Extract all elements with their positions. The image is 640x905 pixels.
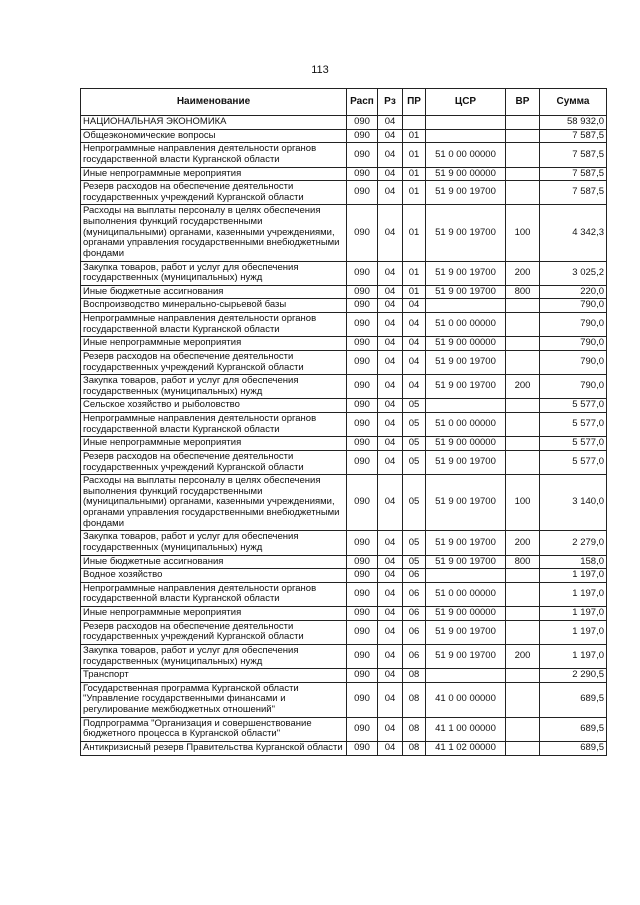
cell-pr: 08 — [403, 741, 426, 755]
cell-name: Непрограммные направления деятельности органов государственной власти Курганской области — [81, 313, 347, 337]
cell-rasp: 090 — [347, 437, 378, 451]
table-row — [81, 450, 607, 474]
cell-pr: 05 — [403, 531, 426, 555]
cell-rasp: 090 — [347, 285, 378, 299]
table-row — [81, 669, 607, 683]
cell-csr: 51 9 00 19700 — [426, 181, 506, 205]
cell-rz: 04 — [378, 413, 403, 437]
cell-rasp: 090 — [347, 261, 378, 285]
cell-vr — [506, 450, 540, 474]
cell-sum: 790,0 — [540, 337, 607, 351]
cell-rasp: 090 — [347, 620, 378, 644]
table-row — [81, 620, 607, 644]
cell-csr — [426, 569, 506, 583]
cell-rz: 04 — [378, 350, 403, 374]
cell-vr — [506, 313, 540, 337]
cell-rasp: 090 — [347, 350, 378, 374]
cell-pr: 06 — [403, 644, 426, 668]
cell-pr: 05 — [403, 475, 426, 531]
cell-sum: 689,5 — [540, 741, 607, 755]
cell-name: Иные непрограммные мероприятия — [81, 167, 347, 181]
table-row — [81, 717, 607, 741]
cell-csr: 51 0 00 00000 — [426, 413, 506, 437]
table-row — [81, 582, 607, 606]
cell-pr: 01 — [403, 205, 426, 261]
cell-vr — [506, 682, 540, 717]
cell-rz: 04 — [378, 167, 403, 181]
header-name: Наименование — [81, 89, 347, 116]
cell-rasp: 090 — [347, 299, 378, 313]
cell-pr: 04 — [403, 350, 426, 374]
cell-name: Расходы на выплаты персоналу в целях обеспечения выполнения функций государственными (муниципальными) органами, казенными учреждениями, органами управления государственными внебюджетными фондами — [81, 475, 347, 531]
cell-csr: 51 9 00 19700 — [426, 531, 506, 555]
table-row — [81, 375, 607, 399]
cell-rasp: 090 — [347, 644, 378, 668]
cell-name: Резерв расходов на обеспечение деятельности государственных учреждений Курганской области — [81, 350, 347, 374]
cell-name: Закупка товаров, работ и услуг для обеспечения государственных (муниципальных) нужд — [81, 531, 347, 555]
cell-rasp: 090 — [347, 741, 378, 755]
budget-table — [80, 88, 607, 756]
cell-name: Резерв расходов на обеспечение деятельности государственных учреждений Курганской области — [81, 620, 347, 644]
header-rz: Рз — [378, 89, 403, 116]
cell-csr: 41 1 02 00000 — [426, 741, 506, 755]
cell-csr: 51 9 00 19700 — [426, 205, 506, 261]
cell-pr: 05 — [403, 399, 426, 413]
cell-pr — [403, 116, 426, 130]
cell-rz: 04 — [378, 569, 403, 583]
cell-rasp: 090 — [347, 582, 378, 606]
cell-csr — [426, 116, 506, 130]
cell-pr: 04 — [403, 337, 426, 351]
cell-csr: 51 9 00 19700 — [426, 450, 506, 474]
cell-vr: 100 — [506, 205, 540, 261]
cell-vr — [506, 116, 540, 130]
header-vr: ВР — [506, 89, 540, 116]
cell-pr: 08 — [403, 717, 426, 741]
cell-name: Общеэкономические вопросы — [81, 129, 347, 143]
cell-vr: 200 — [506, 531, 540, 555]
cell-sum: 790,0 — [540, 313, 607, 337]
cell-name: Резерв расходов на обеспечение деятельности государственных учреждений Курганской области — [81, 450, 347, 474]
table-row — [81, 116, 607, 130]
cell-sum: 5 577,0 — [540, 413, 607, 437]
cell-sum: 158,0 — [540, 555, 607, 569]
cell-rz: 04 — [378, 741, 403, 755]
table-row — [81, 741, 607, 755]
cell-rasp: 090 — [347, 143, 378, 167]
cell-name: Иные непрограммные мероприятия — [81, 337, 347, 351]
cell-csr — [426, 669, 506, 683]
cell-name: Сельское хозяйство и рыболовство — [81, 399, 347, 413]
cell-name: Расходы на выплаты персоналу в целях обеспечения выполнения функций государственными (муниципальными) органами, казенными учреждениями, органами управления государственными внебюджетными фондами — [81, 205, 347, 261]
cell-rasp: 090 — [347, 181, 378, 205]
cell-pr: 05 — [403, 555, 426, 569]
cell-name: Иные бюджетные ассигнования — [81, 555, 347, 569]
table-row — [81, 167, 607, 181]
cell-vr — [506, 669, 540, 683]
cell-rz: 04 — [378, 285, 403, 299]
cell-rz: 04 — [378, 555, 403, 569]
cell-rasp: 090 — [347, 313, 378, 337]
cell-rz: 04 — [378, 337, 403, 351]
cell-rz: 04 — [378, 181, 403, 205]
cell-csr: 51 9 00 19700 — [426, 644, 506, 668]
cell-rasp: 090 — [347, 167, 378, 181]
cell-rasp: 090 — [347, 717, 378, 741]
table-row — [81, 555, 607, 569]
cell-name: Непрограммные направления деятельности органов государственной власти Курганской области — [81, 582, 347, 606]
cell-vr — [506, 620, 540, 644]
table-row — [81, 143, 607, 167]
cell-sum: 4 342,3 — [540, 205, 607, 261]
cell-sum: 7 587,5 — [540, 167, 607, 181]
cell-name: Непрограммные направления деятельности органов государственной власти Курганской области — [81, 413, 347, 437]
cell-csr: 51 0 00 00000 — [426, 582, 506, 606]
cell-csr: 51 9 00 19700 — [426, 285, 506, 299]
table-row — [81, 475, 607, 531]
cell-name: Закупка товаров, работ и услуг для обеспечения государственных (муниципальных) нужд — [81, 644, 347, 668]
cell-sum: 689,5 — [540, 717, 607, 741]
cell-csr: 41 1 00 00000 — [426, 717, 506, 741]
cell-vr: 800 — [506, 555, 540, 569]
cell-pr: 05 — [403, 413, 426, 437]
cell-sum: 1 197,0 — [540, 582, 607, 606]
cell-rasp: 090 — [347, 555, 378, 569]
cell-rz: 04 — [378, 205, 403, 261]
cell-vr — [506, 413, 540, 437]
table-row — [81, 644, 607, 668]
cell-vr — [506, 399, 540, 413]
cell-rasp: 090 — [347, 475, 378, 531]
cell-name: Иные непрограммные мероприятия — [81, 437, 347, 451]
cell-vr: 200 — [506, 644, 540, 668]
cell-name: Транспорт — [81, 669, 347, 683]
cell-pr: 06 — [403, 569, 426, 583]
cell-rz: 04 — [378, 620, 403, 644]
cell-csr — [426, 129, 506, 143]
cell-vr — [506, 181, 540, 205]
cell-csr: 51 9 00 19700 — [426, 475, 506, 531]
cell-sum: 7 587,5 — [540, 129, 607, 143]
cell-pr: 01 — [403, 181, 426, 205]
cell-csr: 51 9 00 19700 — [426, 555, 506, 569]
cell-rz: 04 — [378, 450, 403, 474]
cell-vr — [506, 607, 540, 621]
cell-csr: 51 9 00 00000 — [426, 607, 506, 621]
cell-vr — [506, 299, 540, 313]
cell-rz: 04 — [378, 437, 403, 451]
table-row — [81, 350, 607, 374]
cell-csr: 51 9 00 00000 — [426, 167, 506, 181]
cell-pr: 04 — [403, 299, 426, 313]
cell-csr — [426, 399, 506, 413]
cell-vr — [506, 569, 540, 583]
cell-name: Государственная программа Курганской области "Управление государственными финансами и регулирование межбюджетных отношений" — [81, 682, 347, 717]
cell-vr — [506, 167, 540, 181]
cell-rasp: 090 — [347, 450, 378, 474]
cell-sum: 790,0 — [540, 350, 607, 374]
cell-pr: 01 — [403, 143, 426, 167]
cell-vr: 200 — [506, 375, 540, 399]
cell-pr: 08 — [403, 682, 426, 717]
cell-rz: 04 — [378, 682, 403, 717]
cell-rz: 04 — [378, 475, 403, 531]
cell-sum: 1 197,0 — [540, 620, 607, 644]
cell-pr: 01 — [403, 285, 426, 299]
cell-name: Закупка товаров, работ и услуг для обеспечения государственных (муниципальных) нужд — [81, 261, 347, 285]
table-row — [81, 129, 607, 143]
cell-rz: 04 — [378, 607, 403, 621]
cell-name: Резерв расходов на обеспечение деятельности государственных учреждений Курганской области — [81, 181, 347, 205]
cell-csr: 51 9 00 19700 — [426, 261, 506, 285]
cell-rasp: 090 — [347, 669, 378, 683]
cell-rasp: 090 — [347, 413, 378, 437]
cell-rasp: 090 — [347, 116, 378, 130]
cell-rz: 04 — [378, 116, 403, 130]
cell-rz: 04 — [378, 261, 403, 285]
cell-rz: 04 — [378, 143, 403, 167]
cell-rasp: 090 — [347, 531, 378, 555]
cell-rasp: 090 — [347, 399, 378, 413]
cell-pr: 06 — [403, 607, 426, 621]
cell-csr: 51 0 00 00000 — [426, 143, 506, 167]
cell-vr: 100 — [506, 475, 540, 531]
cell-vr: 200 — [506, 261, 540, 285]
cell-csr: 51 9 00 19700 — [426, 350, 506, 374]
cell-name: Водное хозяйство — [81, 569, 347, 583]
table-row — [81, 682, 607, 717]
cell-rz: 04 — [378, 531, 403, 555]
cell-pr: 01 — [403, 129, 426, 143]
cell-rz: 04 — [378, 644, 403, 668]
cell-rz: 04 — [378, 399, 403, 413]
cell-vr — [506, 717, 540, 741]
table-row — [81, 285, 607, 299]
cell-rasp: 090 — [347, 129, 378, 143]
table-row — [81, 261, 607, 285]
cell-name: Подпрограмма "Организация и совершенствование бюджетного процесса в Курганской области" — [81, 717, 347, 741]
cell-pr: 01 — [403, 261, 426, 285]
cell-sum: 2 279,0 — [540, 531, 607, 555]
cell-pr: 08 — [403, 669, 426, 683]
cell-csr: 51 0 00 00000 — [426, 313, 506, 337]
table-header-row — [81, 89, 607, 116]
header-sum: Сумма — [540, 89, 607, 116]
cell-sum: 790,0 — [540, 375, 607, 399]
cell-rasp: 090 — [347, 569, 378, 583]
header-csr: ЦСР — [426, 89, 506, 116]
cell-sum: 220,0 — [540, 285, 607, 299]
table-row — [81, 413, 607, 437]
cell-csr: 51 9 00 19700 — [426, 375, 506, 399]
table-row — [81, 399, 607, 413]
cell-sum: 1 197,0 — [540, 607, 607, 621]
cell-pr: 05 — [403, 450, 426, 474]
cell-vr — [506, 350, 540, 374]
table-row — [81, 299, 607, 313]
cell-rasp: 090 — [347, 205, 378, 261]
table-row — [81, 569, 607, 583]
cell-name: Иные бюджетные ассигнования — [81, 285, 347, 299]
cell-rz: 04 — [378, 582, 403, 606]
cell-rasp: 090 — [347, 337, 378, 351]
cell-rz: 04 — [378, 313, 403, 337]
table-row — [81, 313, 607, 337]
table-row — [81, 531, 607, 555]
cell-pr: 06 — [403, 582, 426, 606]
cell-sum: 5 577,0 — [540, 437, 607, 451]
cell-sum: 790,0 — [540, 299, 607, 313]
cell-vr: 800 — [506, 285, 540, 299]
cell-sum: 1 197,0 — [540, 644, 607, 668]
header-pr: ПР — [403, 89, 426, 116]
cell-rz: 04 — [378, 129, 403, 143]
cell-rasp: 090 — [347, 375, 378, 399]
cell-sum: 2 290,5 — [540, 669, 607, 683]
cell-sum: 7 587,5 — [540, 143, 607, 167]
cell-csr: 41 0 00 00000 — [426, 682, 506, 717]
cell-rz: 04 — [378, 717, 403, 741]
cell-sum: 5 577,0 — [540, 399, 607, 413]
cell-vr — [506, 741, 540, 755]
cell-vr — [506, 582, 540, 606]
cell-name: Иные непрограммные мероприятия — [81, 607, 347, 621]
cell-rz: 04 — [378, 299, 403, 313]
cell-pr: 04 — [403, 375, 426, 399]
cell-vr — [506, 437, 540, 451]
cell-sum: 7 587,5 — [540, 181, 607, 205]
cell-name: Закупка товаров, работ и услуг для обеспечения государственных (муниципальных) нужд — [81, 375, 347, 399]
cell-name: Антикризисный резерв Правительства Курганской области — [81, 741, 347, 755]
cell-rz: 04 — [378, 375, 403, 399]
cell-csr: 51 9 00 19700 — [426, 620, 506, 644]
cell-vr — [506, 143, 540, 167]
table-row — [81, 607, 607, 621]
table-row — [81, 205, 607, 261]
cell-sum: 58 932,0 — [540, 116, 607, 130]
cell-sum: 1 197,0 — [540, 569, 607, 583]
cell-csr — [426, 299, 506, 313]
table-row — [81, 337, 607, 351]
cell-pr: 01 — [403, 167, 426, 181]
cell-name: Воспроизводство минерально-сырьевой базы — [81, 299, 347, 313]
cell-pr: 06 — [403, 620, 426, 644]
cell-sum: 689,5 — [540, 682, 607, 717]
cell-sum: 3 025,2 — [540, 261, 607, 285]
cell-name: НАЦИОНАЛЬНАЯ ЭКОНОМИКА — [81, 116, 347, 130]
cell-pr: 05 — [403, 437, 426, 451]
table-row — [81, 181, 607, 205]
header-rasp: Расп — [347, 89, 378, 116]
table-row — [81, 437, 607, 451]
cell-rasp: 090 — [347, 607, 378, 621]
cell-sum: 3 140,0 — [540, 475, 607, 531]
cell-pr: 04 — [403, 313, 426, 337]
cell-csr: 51 9 00 00000 — [426, 437, 506, 451]
cell-vr — [506, 129, 540, 143]
cell-name: Непрограммные направления деятельности органов государственной власти Курганской области — [81, 143, 347, 167]
cell-csr: 51 9 00 00000 — [426, 337, 506, 351]
cell-vr — [506, 337, 540, 351]
page-number: 113 — [311, 64, 329, 76]
cell-sum: 5 577,0 — [540, 450, 607, 474]
cell-rasp: 090 — [347, 682, 378, 717]
cell-rz: 04 — [378, 669, 403, 683]
